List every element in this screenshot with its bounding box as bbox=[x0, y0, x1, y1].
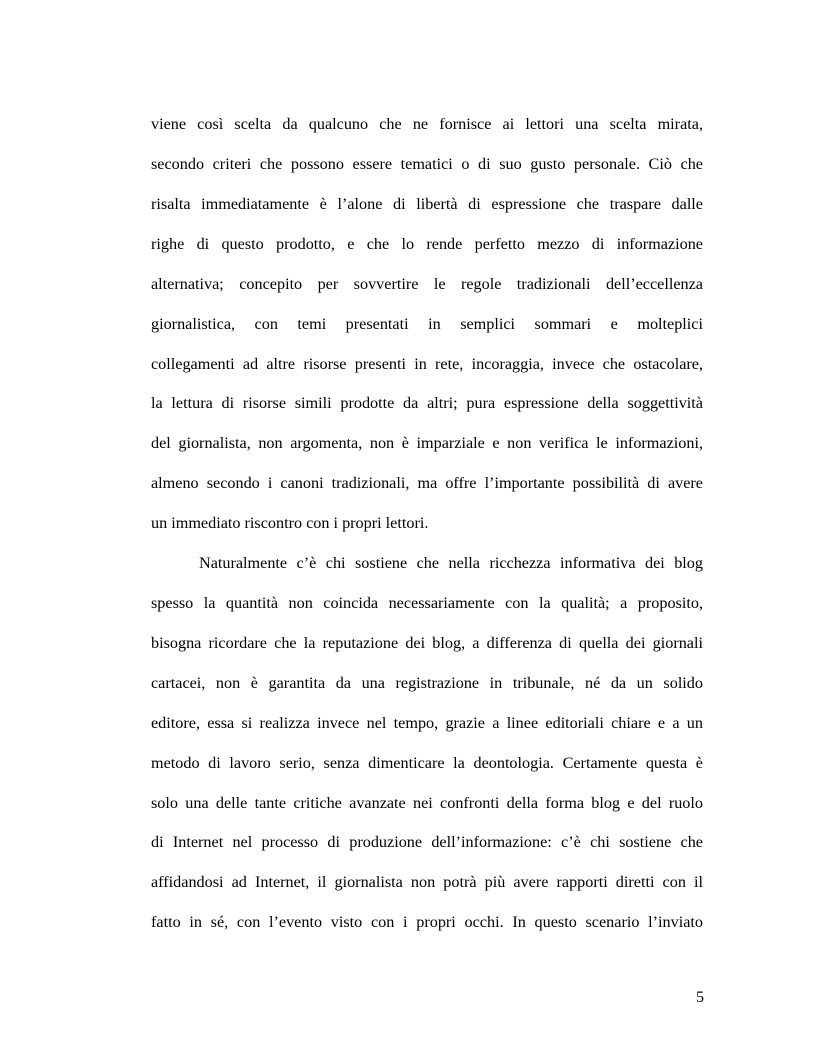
paragraph-2-line-9: affidandosi ad Internet, il giornalista non potrà più avere rapporti diretti con il bbox=[151, 873, 703, 891]
paragraph-1-line-4: righe di questo prodotto, e che lo rende perfetto mezzo di informazione bbox=[151, 235, 703, 253]
paragraph-2-line-7: solo una delle tante critiche avanzate nei confronti della forma blog e del ruolo bbox=[151, 794, 703, 812]
paragraph-2-line-10: fatto in sé, con l’evento visto con i propri occhi. In questo scenario l’inviato bbox=[151, 913, 703, 931]
paragraph-1-line-6: giornalistica, con temi presentati in semplici sommari e molteplici bbox=[151, 315, 703, 333]
paragraph-1-line-9: del giornalista, non argomenta, non è imparziale e non verifica le informazioni, bbox=[151, 434, 703, 452]
paragraph-1-line-1: viene così scelta da qualcuno che ne fornisce ai lettori una scelta mirata, bbox=[151, 115, 703, 133]
paragraph-2-line-3: bisogna ricordare che la reputazione dei blog, a differenza di quella dei giornali bbox=[151, 634, 703, 652]
paragraph-2-line-1: Naturalmente c’è chi sostiene che nella ricchezza informativa dei blog bbox=[199, 554, 703, 572]
paragraph-1-line-10: almeno secondo i canoni tradizionali, ma offre l’importante possibilità di avere bbox=[151, 474, 703, 492]
paragraph-1-line-11: un immediato riscontro con i propri lettori. bbox=[151, 514, 429, 532]
paragraph-2-line-4: cartacei, non è garantita da una registrazione in tribunale, né da un solido bbox=[151, 674, 703, 692]
paragraph-2-line-5: editore, essa si realizza invece nel tempo, grazie a linee editoriali chiare e a un bbox=[151, 714, 703, 732]
paragraph-1-line-5: alternativa; concepito per sovvertire le regole tradizionali dell’eccellenza bbox=[151, 275, 703, 293]
paragraph-2-line-8: di Internet nel processo di produzione dell’informazione: c’è chi sostiene che bbox=[151, 833, 703, 851]
paragraph-1-line-3: risalta immediatamente è l’alone di libertà di espressione che traspare dalle bbox=[151, 195, 703, 213]
paragraph-2-line-6: metodo di lavoro serio, senza dimenticare la deontologia. Certamente questa è bbox=[151, 754, 703, 772]
paragraph-1-line-2: secondo criteri che possono essere tematici o di suo gusto personale. Ciò che bbox=[151, 155, 703, 173]
paragraph-2-line-2: spesso la quantità non coincida necessariamente con la qualità; a proposito, bbox=[151, 594, 703, 612]
paragraph-1-line-8: la lettura di risorse simili prodotte da altri; pura espressione della soggettività bbox=[151, 394, 703, 412]
page-number: 5 bbox=[696, 989, 704, 1006]
paragraph-1-line-7: collegamenti ad altre risorse presenti in rete, incoraggia, invece che ostacolare, bbox=[151, 355, 703, 373]
